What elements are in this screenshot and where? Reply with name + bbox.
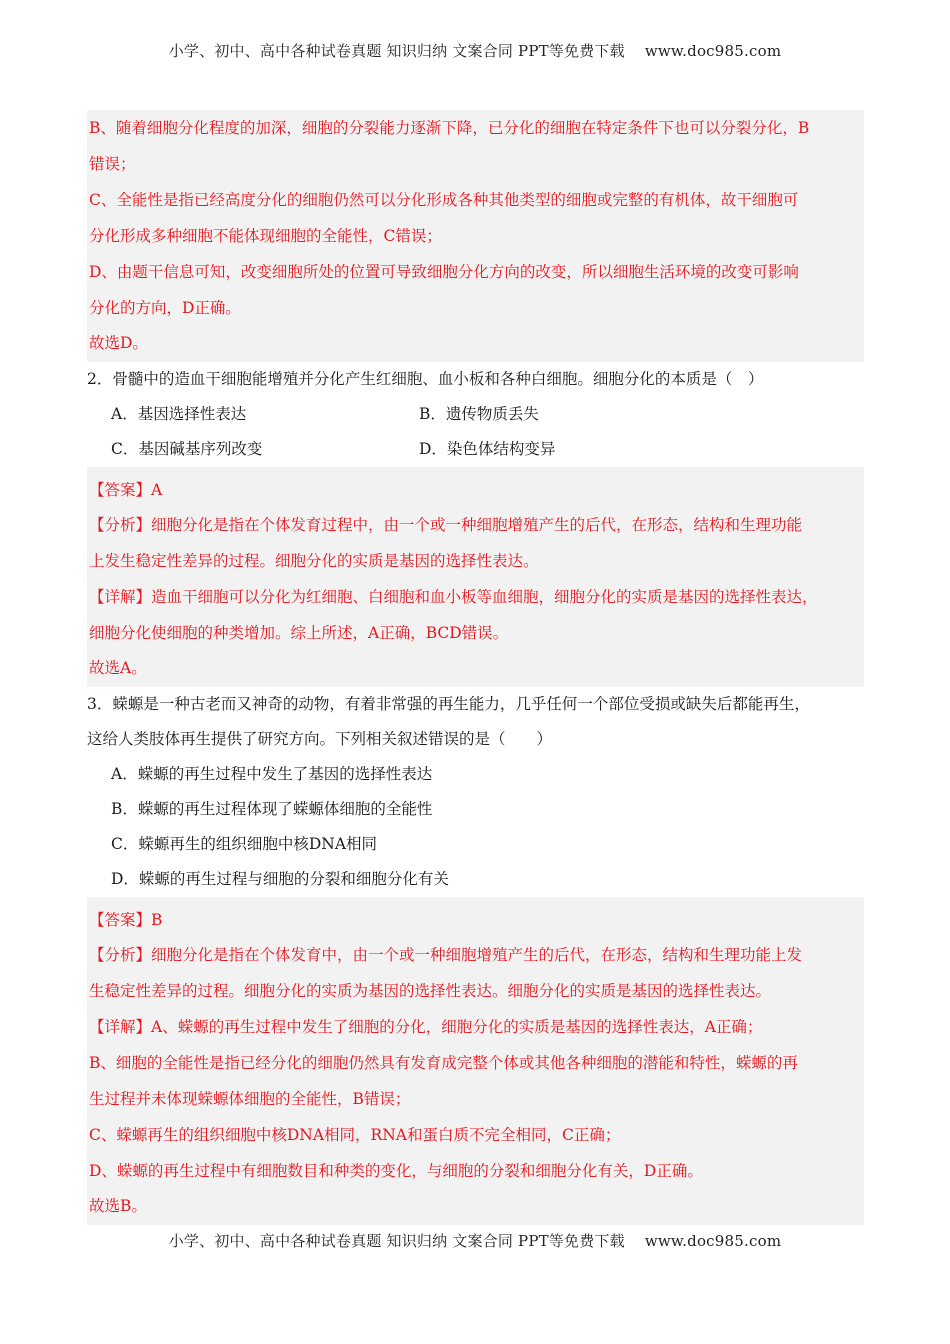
q2-options-row1: [87, 397, 864, 432]
header-site-link[interactable]: www.doc985.com: [644, 42, 782, 60]
q3-detail-d: D、蝾螈的再生过程中有细胞数目和种类的变化，与细胞的分裂和细胞分化有关，D正确。: [89, 1162, 703, 1180]
header-text: 小学、初中、高中各种试卷真题 知识归纳 文案合同 PPT等免费下载: [168, 42, 625, 60]
q3-detail-b-line2: 生过程并未体现蝾螈体细胞的全能性，B错误；: [89, 1090, 411, 1108]
q2-answer: 【答案】A: [89, 481, 163, 499]
q2-stem: 2．骨髓中的造血干细胞能增殖并分化产生红细胞、血小板和各种白细胞。细胞分化的本质是（ ）: [87, 370, 764, 388]
q1-option-d-line2: 分化的方向，D正确。: [89, 299, 241, 317]
q3-option-a: A．蝾螈的再生过程中发生了基因的选择性表达: [111, 765, 433, 783]
q1-option-b-line1: B、随着细胞分化程度的加深，细胞的分裂能力逐渐下降，已分化的细胞在特定条件下也可以分裂分化，B: [89, 119, 810, 137]
q3-explanation-block: [87, 897, 864, 1225]
footer-text: 小学、初中、高中各种试卷真题 知识归纳 文案合同 PPT等免费下载: [168, 1232, 625, 1250]
q3-analysis-line2: 生稳定性差异的过程。细胞分化的实质为基因的选择性表达。细胞分化的实质是基因的选择性表达。: [89, 982, 772, 1000]
q3-answer: 【答案】B: [89, 911, 163, 929]
q3-option-d: D．蝾螈的再生过程与细胞的分裂和细胞分化有关: [111, 870, 449, 888]
q3-detail-b-line1: B、细胞的全能性是指已经分化的细胞仍然具有发育成完整个体或其他各种细胞的潜能和特性，蝾螈的再: [89, 1054, 798, 1072]
q3-stem-line2: 这给人类肢体再生提供了研究方向。下列相关叙述错误的是（ ）: [87, 730, 553, 748]
q1-option-c-line1: C、全能性是指已经高度分化的细胞仍然可以分化形成各种其他类型的细胞或完整的有机体，故干细胞可: [89, 191, 799, 209]
q2-explanation-block: [87, 467, 864, 687]
q2-option-c: C．基因碱基序列改变: [111, 440, 263, 458]
q1-pick: 故选D。: [89, 334, 148, 352]
q1-explanation-block: [87, 110, 864, 362]
q3-pick: 故选B。: [89, 1197, 147, 1215]
question-3: [87, 687, 864, 897]
q2-option-d: D．染色体结构变异: [419, 440, 556, 458]
q2-analysis-line1: 【分析】细胞分化是指在个体发育过程中，由一个或一种细胞增殖产生的后代，在形态，结构和生理功能: [89, 516, 803, 534]
q2-option-b: B．遗传物质丢失: [419, 405, 539, 423]
q3-option-b: B．蝾螈的再生过程体现了蝾螈体细胞的全能性: [111, 800, 433, 818]
q1-option-b-line2: 错误；: [89, 155, 136, 173]
page-header: [0, 40, 950, 61]
q3-option-c: C．蝾螈再生的组织细胞中核DNA相同: [111, 835, 378, 853]
q3-analysis-line1: 【分析】细胞分化是指在个体发育中，由一个或一种细胞增殖产生的后代，在形态，结构和生理功能上发: [89, 946, 803, 964]
document-body: [87, 110, 864, 1225]
q3-stem-line1: 3．蝾螈是一种古老而又神奇的动物，有着非常强的再生能力，几乎任何一个部位受损或缺失后都能再生，: [87, 695, 810, 713]
q1-option-c-line2: 分化形成多种细胞不能体现细胞的全能性，C错误；: [89, 227, 442, 245]
q3-detail-line1: 【详解】A、蝾螈的再生过程中发生了细胞的分化，细胞分化的实质是基因的选择性表达，A正确；: [89, 1018, 763, 1036]
q2-analysis-line2: 上发生稳定性差异的过程。细胞分化的实质是基因的选择性表达。: [89, 552, 539, 570]
q2-detail-line1: 【详解】造血干细胞可以分化为红细胞、白细胞和血小板等血细胞，细胞分化的实质是基因的选择性表达，: [89, 588, 818, 606]
q1-option-d-line1: D、由题干信息可知，改变细胞所处的位置可导致细胞分化方向的改变，所以细胞生活环境的改变可影响: [89, 263, 799, 281]
q2-option-a: A．基因选择性表达: [111, 405, 247, 423]
page-footer: [0, 1230, 950, 1251]
footer-site-link[interactable]: www.doc985.com: [644, 1232, 782, 1250]
q3-detail-c: C、蝾螈再生的组织细胞中核DNA相同，RNA和蛋白质不完全相同，C正确；: [89, 1126, 621, 1144]
q2-detail-line2: 细胞分化使细胞的种类增加。综上所述，A正确，BCD错误。: [89, 624, 509, 642]
q2-pick: 故选A。: [89, 659, 147, 677]
q2-options-row2: [87, 432, 864, 467]
question-2: [87, 362, 864, 467]
